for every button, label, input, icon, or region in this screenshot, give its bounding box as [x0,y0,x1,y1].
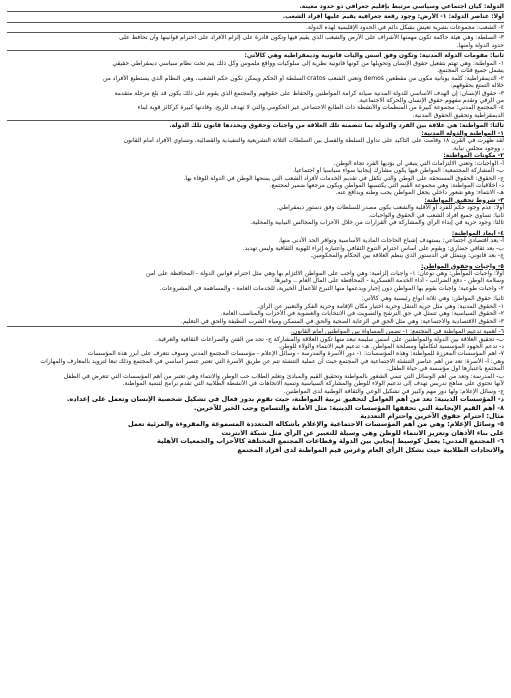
text-line: ١- المواطنة والدولة المدنية: [421,129,504,137]
text-line: وهي: أ- الأسرة: تعد من أهم عناصر التنشئة الاجتماعية في المجتمع حيث أن عملية التنشئة تتم عن طريق الأسرة التي تعتبر عنصر أساسي في المجتمع وذلك تبعاً لتزويد بالمعارف والمهارات [40,357,504,365]
text-line: ١- المواطنة: وهي تهتم بتفعيل حقوق الإنسان وتحويلها من كونها قانونية نظرية إلى سلوكيات وواقع ملموس وكل ذلك يتم تحت نظام سياسي ديمقراطي حقيقي [112,59,504,67]
text-line: يشمل جميع فئات المجتمع. [437,67,504,75]
text-line: ٣- الحقوق الاقتصادية والاجتماعية: وهي مثل الحق في الرعاية الصحية والحق في المسكن ومياه الشرب النظيفة والحق في التعليم. [180,317,504,325]
text-line: أولاً: عدم وجود حكم للفرد أو الأقلية والشعب يكون مصدر للسلطات وفق دستور ديمقراطي. [276,204,504,212]
text-line: ٧- أهم المؤسسات المعززة للمواطنة: وهذه المؤسسات: ١- دور الأسرة والمدرسة - وسائل الإعلام - مؤسسات المجتمع المدني وسوف نتعرف على أبرز هذه المؤسسات [87,350,504,358]
text-line: ١- الحقوق المدنية: وهي مثل حرية التنقل وحرية اختيار مكان الإقامة وحرية الفكر والتعبير عن الرأي. [257,302,504,310]
text-line: أ- الواجبات: وتعني الالتزامات التي ينبغي أن يؤديها الفرد تجاه الوطن. [333,159,504,167]
text-line: ٣- السلطة: وهي هيئة حاكمة تكون مهمتها الأشراف على الأرض والشعب الذي يقيم فيها وتكون قادرة على إلزام الأفراد على احترام قوانينها وأن تحافظ على [119,34,504,42]
text-line: ٢- مكونات المواطنة: [443,152,504,160]
text-line: هـ- الانتماء: وهو شعور داخلي يجعل المواطن يحب وطنه ويدافع عنه. [335,189,504,197]
divider [7,22,504,23]
text-line: لأنها تحتوي على مناهج تدريس تهدف إلى تدعيم الولاء للوطن والمشاركة السياسية وتنمية الاتجاهات في الأنشطة الطلابية التي تقدم برامج لتنمية المواطنة. [122,380,504,388]
text-line: والاتحادات الطلابية حيث تشكل الرأي العام وغرس قيم المواطنة لدى أفراد المجتمع [237,445,504,454]
text-line: ٢- الشعب: مجموعات بشرية تعيش بشكل دائم في الحدود الإقليمية لهذه الدولة. [306,23,504,31]
text-line: ٢- الحقوق السياسية: وهي تتمثل في حق الترشح والتصويت في الانتخابات والعضوية في الأحزاب والمناصب العامة. [220,310,504,318]
text-line: من الرقي وتقدم مفهوم حقوق الإنسان والحركة الاجتماعية. [357,96,504,104]
text-line: أ- بعد اقتصادي اجتماعي: يستهدف إشباع الحاجات المادية الأساسية وتوافر الحد الأدنى منها. [278,237,504,245]
text-line: ب- المشاركة المجتمعية: المواطن فيها يكون مشارك إيجابيا سواء سياسيا أو اجتماعيا. [292,167,504,175]
text-line: ثالثاً: المواطنة: هي علاقة بين الفرد والدولة بما تتضمنه تلك العلاقة من واجبات وحقوق ويحددها قانون تلك الدولة. [169,122,504,130]
divider [7,120,504,121]
text-line: ٢- الديمقراطية: كلمة يونانية مكون من مقطعين demos وتعني الشعب cratos السلطة أو الحكم ويمكن تكون حكم الشعب، وهي النظام الذي يستطيع الأفراد من [103,74,504,82]
divider [7,32,504,33]
text-line: أولاً: عناصر الدولة: ١- الأرض: وجود رقعة جغرافية يقيم عليها أفراد الشعب. [282,13,504,21]
text-line: ثانياً: تساوي جميع أفراد الشعب في الحقوق والواجبات. [368,211,504,219]
text-line: المجتمع باعتبارها أول مؤسسة في حياة الطفل. [386,365,504,373]
divider [7,11,504,12]
text-line: ج- بعد قانوني: ويتمثل في الدستور الذي ينظم العلاقة بين الحكام والمحكومين. [310,252,504,260]
text-line: ٤- المجتمع المدني: مجموعة كبيرة من المنظمات والأنشطة ذات الطابع الاجتماعي غير الحكومي والتي لا تهدف للربح، وقادتها كبيرة كركائز قوية لبناء [137,104,504,112]
text-line: ب- المدرسة: وتعد من أهم الوسائل التي تنمي الشعور بالمواطنة وتحقيق القيم والمبادئ وتعلم الطلاب حب الوطن والانتماء وهي تعتبر من أهم المؤسسات التي تتعرض في الطفل [63,372,504,380]
text-line: مثال: احترام حقوق الآخرين واحترام التعددية [360,412,504,421]
text-line: ٥- واجبات وحقوق المواطن: [420,262,504,270]
text-line: ج- الحقوق: الحقوق المستحقة على الوطن والتي تكفل في تقديم الخدمات لأفراد الشعب التي يمنحها الوطن في الدولة للوفاء بها. [183,174,504,182]
text-line: ب- تحقيق العلاقة بين الدولة والمواطنين على أسس سليمة تبعد منها تكون العلاقة والمشاركة ج- تحد من الفتن والصراعات الثقافية والعرقية. [156,335,504,343]
divider [7,50,504,51]
text-line: ٨- أهم القيم الإيجابية التي تحققها المؤسسات الدينية: مثل الأمانة والتسامح وحب الخير للآخرين. [193,403,504,412]
text-line: خلاله التمتع بحقوقهم. [450,82,504,90]
divider [7,326,504,327]
text-line: ثانياً: مقومات الدولة المدنية: وتكون وفق أسس وآليات قانونية وديمقراطية وهي كالآتي: [244,52,504,60]
text-line: ٦- المجتمع المدني: يعمل كوسيط إيجابي بين الدولة وقطاعات المجتمع المختلفة كالأحزاب والجمعيات الأهلية [156,437,504,446]
text-line: الديمقراطية وتحقيق الحقوق المدنية. [412,111,504,119]
text-line: وسلامة الوطن - دفع الضرائب - أداء الخدمة العسكرية - المحافظة على المال العام .. وغيرها. [273,277,504,285]
text-line: د- أخلاقيات المواطنة: وهي مجموعة القيم التي يكتسبها المواطن ويكون مرجعها ضمير لمجتمع. [269,181,504,189]
text-line: د- تدعم الجهود المؤسسية لتكاملها ومصلحة المواطن. هـ- تدعيم قيم الانتماء والولاء للوطن. [278,343,504,351]
text-line: د- المؤسسات الدينية: تعد من أهم العوامل لتحقيق تربية المواطنة، حيث تقوم بدور فعال في تشكيل شخصية الإنسان وتعمل على إعداده. [66,395,504,404]
text-line: ٢- واجبات طوعية: واجبات يقوم بها المواطن دون إجبار ويدعمها منها التبرع للأعمال الخيرية، للخدمات العامة - والمساهمة في المشروعات. [159,284,504,292]
text-line: ٣- شروط تحقيق المواطنة: [424,196,504,204]
text-line: ب- بعد ثقافي حضاري: ويقوم على أساس احترام التنوع الثقافي واعتباره إثراء للهوية الثقافية وليس تهديد. [242,244,504,252]
text-line: لقد ظهرت في القرن ١٨ وقامت على التأكيد على تداول السلطة والفصل بين السلطات الثلاثة التشريعية والتنفيذية والقضائية، وتساوي الأفراد أمام القانون [123,137,504,145]
text-line: ج- وسائل الإعلام: ولها دور مهم وكبير في تشكيل الوعي والثقافة الوطنية لدى المواطنين. [283,387,504,395]
text-line: ٥- وسائل الإعلام: وهي من أهم المؤسسات الاجتماعية والإعلام بأشكاله المتعددة المسموعة والمقروءة والمرئية تعمل [127,420,504,429]
text-line: ٣- حقوق الإنسان: إن الهدف الأساسي للدولة المدنية صيانة كرامة المواطنين والحفاظ على حقوقهم والمجتمع الذي يقوم على ذلك يكون قد بلغ مرحلة متقدمة [114,89,504,97]
text-line: حدود الدولة وأمنها. [456,41,504,49]
text-line: ثالثاً: وجود حرية في إبداء الرأي والمشاركة في القرارات من خلال الأحزاب والمجالس النيابية والمحلية. [250,219,504,227]
text-line: ٤- أبعاد المواطنة: [451,229,504,237]
text-line: ثانياً: حقوق المواطن: وهي ثلاثة أنواع رئيسية وهي كالآتي: [361,295,504,303]
text-line: على بناء الأذهان وتعزيز الانتماء للوطن وهي وسيلة للتعبير عن الرأي مثل شبكة الانترنت [221,428,504,437]
text-line: ، ووجود مجلس نيابة. [451,144,504,152]
text-line: الدولة: كيان اجتماعي وسياسي مرتبط بإقليم جغرافي ذو حدود معينة. [299,3,504,10]
text-line: ٦- أهمية تدعيم المواطنة في المجتمع: ١- تضمن المساواة بين المواطنين أمام القانون. [291,328,504,336]
text-line: أولاً: واجبات المواطن: وهي نوعان: ١- واجبات إلزامية: وهي واجب على المواطن الالتزام بها وهي مثل احترام قوانين الدولة - المحافظة على أمن [146,269,504,277]
